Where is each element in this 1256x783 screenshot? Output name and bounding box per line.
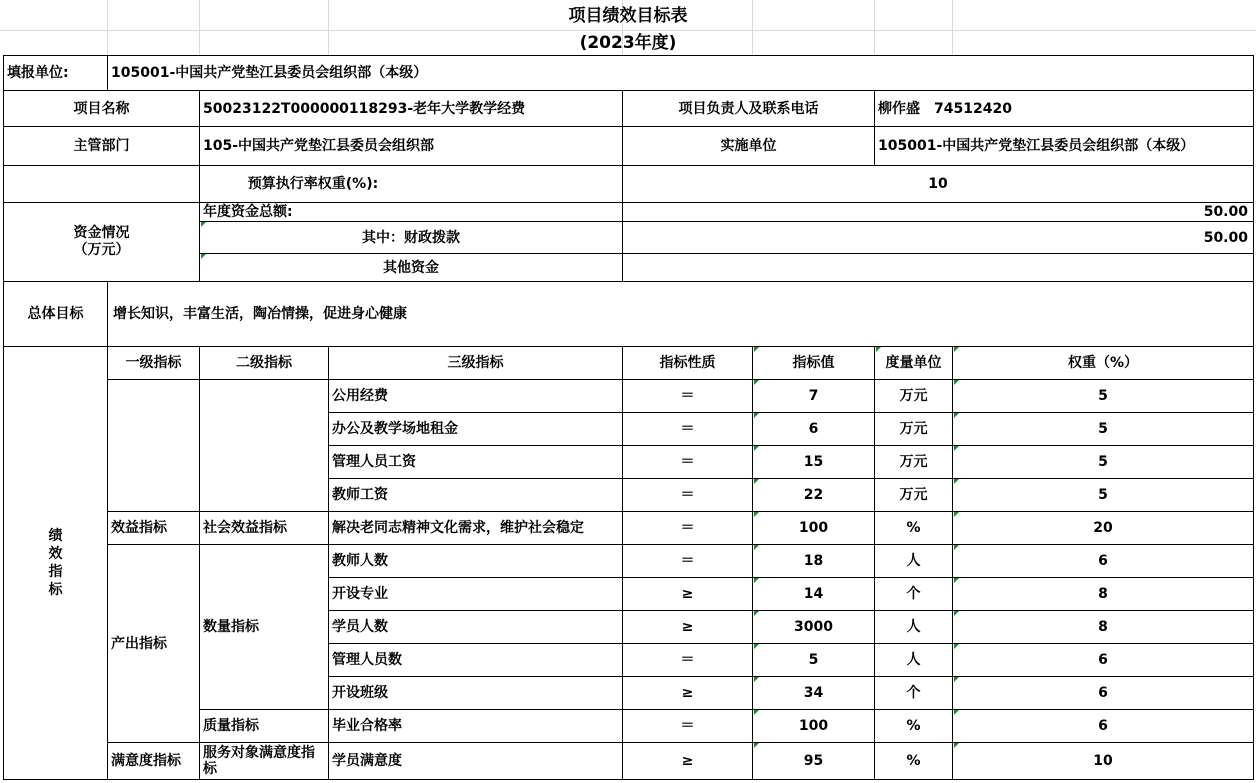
indicator-unit-cell[interactable]: 人 xyxy=(906,553,921,569)
funds-fiscal-label: 其中：财政拨款 xyxy=(362,229,460,246)
indicator-nature-cell[interactable]: ＝ xyxy=(680,487,695,503)
border-line xyxy=(328,412,1254,413)
indicator-nature-cell[interactable]: ≥ xyxy=(681,685,694,701)
indicator-value-cell[interactable]: 22 xyxy=(803,487,824,503)
indicator-name-cell[interactable]: 管理人员工资 xyxy=(332,454,416,470)
indicator-name-cell[interactable]: 学员人数 xyxy=(332,619,388,635)
indicator-weight-cell[interactable]: 5 xyxy=(1098,454,1108,470)
header-unit: 度量单位 xyxy=(885,355,942,371)
indicator-value-cell[interactable]: 18 xyxy=(803,553,824,569)
indicator-weight-cell[interactable]: 5 xyxy=(1098,487,1108,503)
performance-indicators-label xyxy=(4,347,107,779)
indicator-name-cell[interactable]: 教师人数 xyxy=(332,553,388,569)
indicator-name-cell[interactable]: 公用经费 xyxy=(332,388,388,404)
border-line xyxy=(328,676,1254,677)
cell-note-marker xyxy=(954,644,959,649)
indicator-nature-cell[interactable]: ≥ xyxy=(681,753,694,769)
border-line xyxy=(622,90,623,166)
funds-total-label: 年度资金总额: xyxy=(203,204,293,220)
indicator-name-cell[interactable]: 解决老同志精神文化需求，维护社会稳定 xyxy=(332,520,584,536)
border-line xyxy=(3,779,1254,780)
project-name-value[interactable]: 50023122T000000118293-老年大学教学经费 xyxy=(203,100,526,117)
indicator-unit-cell[interactable]: 人 xyxy=(906,652,921,668)
border-line xyxy=(3,55,4,780)
sheet-title: 项目绩效目标表 xyxy=(568,6,688,26)
indicator-unit-cell[interactable]: % xyxy=(906,753,921,769)
project-name-label: 项目名称 xyxy=(73,100,130,117)
indicator-unit-cell[interactable]: 个 xyxy=(906,586,921,602)
border-line xyxy=(622,165,623,203)
border-line xyxy=(622,202,623,282)
indicator-name-cell[interactable]: 学员满意度 xyxy=(332,753,402,769)
budget-weight-value[interactable]: 10 xyxy=(928,176,948,192)
border-line xyxy=(622,346,623,780)
cell-note-marker xyxy=(754,347,759,352)
indicator-nature-cell[interactable]: ＝ xyxy=(680,421,695,437)
cell-note-marker xyxy=(954,380,959,385)
perf-side-char: 指 xyxy=(48,564,63,580)
funds-total-value[interactable]: 50.00 xyxy=(1203,204,1248,220)
header-weight: 权重（%） xyxy=(1067,355,1139,371)
indicator-value-cell[interactable]: 14 xyxy=(803,586,824,602)
indicator-value-cell[interactable]: 15 xyxy=(803,454,824,470)
border-line xyxy=(328,346,329,780)
cell-note-marker xyxy=(754,512,759,517)
indicator-weight-cell[interactable]: 8 xyxy=(1098,619,1108,635)
indicator-nature-cell[interactable]: ＝ xyxy=(680,388,695,404)
cell-note-marker xyxy=(754,644,759,649)
cell-note-marker xyxy=(754,611,759,616)
indicator-unit-cell[interactable]: 万元 xyxy=(899,454,928,470)
indicator-unit-cell[interactable]: 人 xyxy=(906,619,921,635)
border-line xyxy=(199,709,1254,710)
cell-note-marker xyxy=(876,347,881,352)
cell-note-marker xyxy=(754,545,759,550)
gridline xyxy=(0,30,1256,31)
indicator-name-cell[interactable]: 毕业合格率 xyxy=(332,718,402,734)
border-line xyxy=(199,346,200,780)
border-line xyxy=(199,221,1254,222)
border-line xyxy=(3,90,1254,91)
indicator-nature-cell[interactable]: ≥ xyxy=(681,586,694,602)
cell-note-marker xyxy=(954,611,959,616)
benefit-level1[interactable]: 效益指标 xyxy=(111,520,167,536)
satisfaction-level1[interactable]: 满意度指标 xyxy=(111,753,181,769)
cell-note-marker xyxy=(754,413,759,418)
indicator-weight-cell[interactable]: 10 xyxy=(1093,753,1113,769)
indicator-name-cell[interactable]: 办公及教学场地租金 xyxy=(332,421,458,437)
budget-weight-label: 预算执行率权重(%): xyxy=(247,176,379,192)
border-line xyxy=(874,346,875,780)
quantity-level2[interactable]: 数量指标 xyxy=(203,619,259,635)
filing-unit-label: 填报单位: xyxy=(7,65,69,81)
benefit-level2[interactable]: 社会效益指标 xyxy=(203,520,287,536)
indicator-weight-cell[interactable]: 20 xyxy=(1093,520,1113,536)
border-line xyxy=(199,90,200,203)
border-line xyxy=(328,643,1254,644)
filing-unit-value[interactable]: 105001-中国共产党垫江县委员会组织部（本级） xyxy=(111,65,428,81)
funds-fiscal-value[interactable]: 50.00 xyxy=(1203,229,1248,246)
cell-note-marker xyxy=(754,479,759,484)
border-line xyxy=(328,445,1254,446)
header-nature: 指标性质 xyxy=(659,355,716,371)
indicator-nature-cell[interactable]: ＝ xyxy=(680,454,695,470)
indicator-weight-cell[interactable]: 5 xyxy=(1098,421,1108,437)
cell-note-marker xyxy=(954,578,959,583)
indicator-nature-cell[interactable]: ＝ xyxy=(680,520,695,536)
border-line xyxy=(3,126,1254,127)
cell-note-marker xyxy=(954,545,959,550)
cost-level2[interactable] xyxy=(200,380,328,511)
indicator-unit-cell[interactable]: 万元 xyxy=(899,388,928,404)
indicator-unit-cell[interactable]: 万元 xyxy=(899,421,928,437)
indicator-name-cell[interactable]: 管理人员数 xyxy=(332,652,402,668)
border-line xyxy=(199,253,1254,254)
border-line xyxy=(107,511,1254,512)
border-line xyxy=(3,202,1254,203)
header-level3: 三级指标 xyxy=(447,355,504,371)
indicator-weight-cell[interactable]: 8 xyxy=(1098,586,1108,602)
border-line xyxy=(3,346,1254,347)
border-line xyxy=(199,202,200,282)
overall-goal-label: 总体目标 xyxy=(27,306,84,322)
indicator-weight-cell[interactable]: 6 xyxy=(1098,718,1108,734)
border-line xyxy=(3,165,1254,166)
sheet-year: (2023年度) xyxy=(579,33,677,53)
cell-note-marker xyxy=(754,446,759,451)
indicator-nature-cell[interactable]: ≥ xyxy=(681,619,694,635)
supervising-dept-value[interactable]: 105-中国共产党垫江县委员会组织部 xyxy=(203,138,435,154)
indicator-name-cell[interactable]: 开设班级 xyxy=(332,685,388,701)
border-line xyxy=(752,346,753,780)
indicator-value-cell[interactable]: 7 xyxy=(808,388,819,404)
border-line xyxy=(107,544,1254,545)
header-level1: 一级指标 xyxy=(125,355,182,371)
perf-side-char: 绩 xyxy=(48,528,63,544)
border-line xyxy=(107,742,1254,743)
border-line xyxy=(107,55,108,91)
cell-note-marker xyxy=(954,479,959,484)
indicator-nature-cell[interactable]: ＝ xyxy=(680,718,695,734)
cell-note-marker xyxy=(754,710,759,715)
implementing-unit-value[interactable]: 105001-中国共产党垫江县委员会组织部（本级） xyxy=(878,138,1195,154)
cell-note-marker xyxy=(954,413,959,418)
indicator-value-cell[interactable]: 100 xyxy=(798,718,829,734)
header-level2: 二级指标 xyxy=(236,355,292,371)
header-value: 指标值 xyxy=(792,355,835,371)
funds-label-line2: （万元） xyxy=(73,242,130,258)
cell-note-marker xyxy=(954,512,959,517)
indicator-unit-cell[interactable]: % xyxy=(906,718,921,734)
funds-label-line1: 资金情况 xyxy=(73,225,130,241)
border-line xyxy=(328,610,1254,611)
supervising-dept-label: 主管部门 xyxy=(73,138,130,154)
funds-other-value[interactable] xyxy=(623,254,1253,281)
indicator-nature-cell[interactable]: ＝ xyxy=(680,652,695,668)
indicator-weight-cell[interactable]: 5 xyxy=(1098,388,1108,404)
cell-note-marker xyxy=(954,710,959,715)
quality-level2[interactable]: 质量指标 xyxy=(203,718,259,734)
cost-level1[interactable] xyxy=(108,380,199,511)
funds-label xyxy=(4,203,199,281)
overall-goal-value[interactable]: 增长知识，丰富生活，陶冶情操，促进身心健康 xyxy=(113,306,407,322)
border-line xyxy=(107,379,1254,380)
cell-note-marker xyxy=(954,446,959,451)
cell-note-marker xyxy=(754,578,759,583)
indicator-unit-cell[interactable]: 个 xyxy=(906,685,921,701)
indicator-weight-cell[interactable]: 6 xyxy=(1098,553,1108,569)
indicator-name-cell[interactable]: 教师工资 xyxy=(332,487,388,503)
border-line xyxy=(1253,55,1254,780)
cell-note-marker xyxy=(754,380,759,385)
satisfaction-level2[interactable]: 服务对象满意度指标 xyxy=(203,745,315,777)
indicator-value-cell[interactable]: 5 xyxy=(808,652,819,668)
cell-note-marker xyxy=(954,347,959,352)
cell-note-marker xyxy=(201,222,206,227)
cell-note-marker xyxy=(754,677,759,682)
cell-note-marker xyxy=(954,677,959,682)
border-line xyxy=(328,478,1254,479)
border-line xyxy=(3,55,1254,56)
indicator-unit-cell[interactable]: % xyxy=(906,520,921,536)
border-line xyxy=(107,281,108,780)
project-leader-value[interactable]: 柳作盛 74512420 xyxy=(878,100,1012,117)
indicator-weight-cell[interactable]: 6 xyxy=(1098,652,1108,668)
cell-note-marker xyxy=(201,254,206,259)
border-line xyxy=(3,281,1254,282)
indicator-unit-cell[interactable]: 万元 xyxy=(899,487,928,503)
indicator-value-cell[interactable]: 95 xyxy=(803,753,824,769)
perf-side-char: 标 xyxy=(48,582,63,598)
indicator-value-cell[interactable]: 34 xyxy=(803,685,824,701)
project-leader-label: 项目负责人及联系电话 xyxy=(678,100,819,117)
indicator-value-cell[interactable]: 100 xyxy=(798,520,829,536)
cell-note-marker xyxy=(954,743,959,748)
cell-note-marker xyxy=(754,743,759,748)
indicator-value-cell[interactable]: 3000 xyxy=(794,619,833,635)
indicator-name-cell[interactable]: 开设专业 xyxy=(332,586,388,602)
indicator-nature-cell[interactable]: ＝ xyxy=(680,553,695,569)
implementing-unit-label: 实施单位 xyxy=(720,138,777,154)
border-line xyxy=(874,90,875,166)
border-line xyxy=(952,346,953,780)
perf-side-char: 效 xyxy=(48,546,63,562)
indicator-weight-cell[interactable]: 6 xyxy=(1098,685,1108,701)
output-level1[interactable]: 产出指标 xyxy=(111,635,167,652)
funds-other-label: 其他资金 xyxy=(383,259,439,276)
border-line xyxy=(328,577,1254,578)
indicator-value-cell[interactable]: 6 xyxy=(808,421,819,437)
